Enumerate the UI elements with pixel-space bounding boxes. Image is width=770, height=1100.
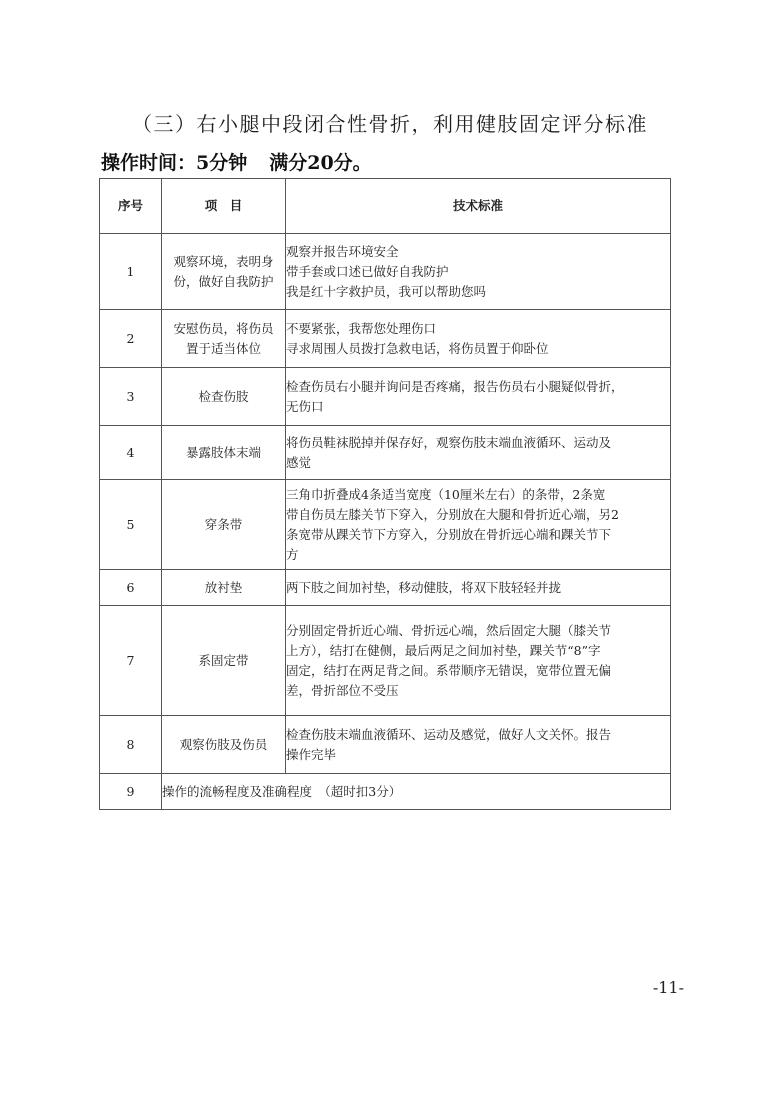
- table-row: [100, 570, 671, 606]
- row-item: [162, 606, 286, 716]
- row-item: [162, 368, 286, 426]
- item-text-line: 安慰伤员，将伤员: [173, 320, 274, 336]
- standard-text-line: 固定，结打在两足背之间。系带顺序无错误，宽带位置无偏: [286, 662, 612, 678]
- standard-text-line: 操作完毕: [286, 746, 337, 762]
- operation-info: [101, 148, 372, 175]
- table-row: [100, 716, 671, 774]
- table-row: [100, 426, 671, 480]
- standard-text-line: 分别固定骨折近心端、骨折远心端，然后固定大腿（膝关节: [286, 622, 612, 638]
- page-number: -11-: [652, 978, 684, 997]
- standard-text-line: 将伤员鞋袜脱掉并保存好，观察伤肢末端血液循环、运动及: [286, 434, 612, 450]
- standard-text-line: 方: [286, 546, 299, 562]
- standard-text-line: 不要紧张，我帮您处理伤口: [286, 320, 437, 336]
- row-item: [162, 234, 286, 310]
- row-standard: [286, 426, 671, 480]
- row-standard: [286, 368, 671, 426]
- item-text-line: 检查伤肢: [198, 388, 249, 404]
- row-standard: [286, 480, 671, 570]
- row-number: 2: [100, 310, 162, 368]
- table-row: [100, 480, 671, 570]
- operation-time: 操作时间：5分钟: [101, 152, 248, 174]
- full-score: 满分20分。: [269, 152, 372, 174]
- item-text-line: 穿条带: [204, 516, 243, 532]
- item-text-line: 放衬垫: [204, 579, 243, 595]
- standard-text-line: 两下肢之间加衬垫，移动健肢，将双下肢轻轻并拢: [286, 579, 562, 595]
- table-body: [100, 234, 671, 810]
- row-standard: [286, 606, 671, 716]
- row-fluency-note: 操作的流畅程度及准确程度 （超时扣3分）: [162, 774, 671, 810]
- item-text-line: 份，做好自我防护: [173, 273, 274, 289]
- item-text-line: 系固定带: [198, 652, 249, 668]
- row-number: 6: [100, 570, 162, 606]
- standard-text-line: 差，骨折部位不受压: [286, 682, 399, 698]
- row-item: [162, 310, 286, 368]
- standard-text-line: 无伤口: [286, 398, 324, 414]
- item-text-line: 观察伤肢及伤员: [179, 736, 268, 752]
- standard-text-line: 带自伤员左膝关节下穿入，分别放在大腿和骨折近心端，另2: [286, 506, 619, 522]
- item-text-line: 置于适当体位: [185, 340, 261, 356]
- row-item: [162, 480, 286, 570]
- table-row: [100, 774, 671, 810]
- standard-text-line: 上方），结打在健侧，最后两足之间加衬垫，踝关节“8”字: [286, 642, 601, 658]
- table-row: [100, 606, 671, 716]
- standard-text-line: 检查伤员右小腿并询问是否疼痛，报告伤员右小腿疑似骨折，: [286, 378, 624, 394]
- header-item: 项 目: [162, 179, 286, 234]
- header-no: 序号: [100, 179, 162, 234]
- row-number: 7: [100, 606, 162, 716]
- standard-text-line: 检查伤肢末端血液循环、运动及感觉，做好人文关怀。报告: [286, 726, 612, 742]
- header-standard: 技术标准: [286, 179, 671, 234]
- standard-text-line: 带手套或口述已做好自我防护: [286, 263, 449, 279]
- row-standard: [286, 716, 671, 774]
- row-number: 3: [100, 368, 162, 426]
- row-item: [162, 570, 286, 606]
- item-text-line: 观察环境，表明身: [173, 253, 274, 269]
- standard-text-line: 我是红十字救护员，我可以帮助您吗: [286, 283, 487, 299]
- table-row: [100, 368, 671, 426]
- row-number: 1: [100, 234, 162, 310]
- standard-text-line: 观察并报告环境安全: [286, 243, 399, 259]
- row-number: 8: [100, 716, 162, 774]
- row-standard: [286, 570, 671, 606]
- section-title: （三）右小腿中段闭合性骨折，利用健肢固定评分标准: [132, 112, 648, 136]
- row-number: 5: [100, 480, 162, 570]
- standard-text-line: 感觉: [286, 454, 312, 470]
- table-row: [100, 310, 671, 368]
- row-item: [162, 716, 286, 774]
- row-number: 4: [100, 426, 162, 480]
- standard-text-line: 寻求周围人员拨打急救电话，将伤员置于仰卧位: [286, 340, 549, 356]
- row-item: [162, 426, 286, 480]
- row-number: 9: [100, 774, 162, 810]
- row-standard: [286, 310, 671, 368]
- standard-text-line: 三角巾折叠成4条适当宽度（10厘米左右）的条带，2条宽: [286, 486, 606, 502]
- scoring-table: [99, 178, 671, 810]
- standard-text-line: 条宽带从踝关节下方穿入，分别放在骨折远心端和踝关节下: [286, 526, 612, 542]
- item-text-line: 暴露肢体末端: [185, 444, 261, 460]
- table-header-row: [100, 179, 671, 234]
- row-standard: [286, 234, 671, 310]
- table-row: [100, 234, 671, 310]
